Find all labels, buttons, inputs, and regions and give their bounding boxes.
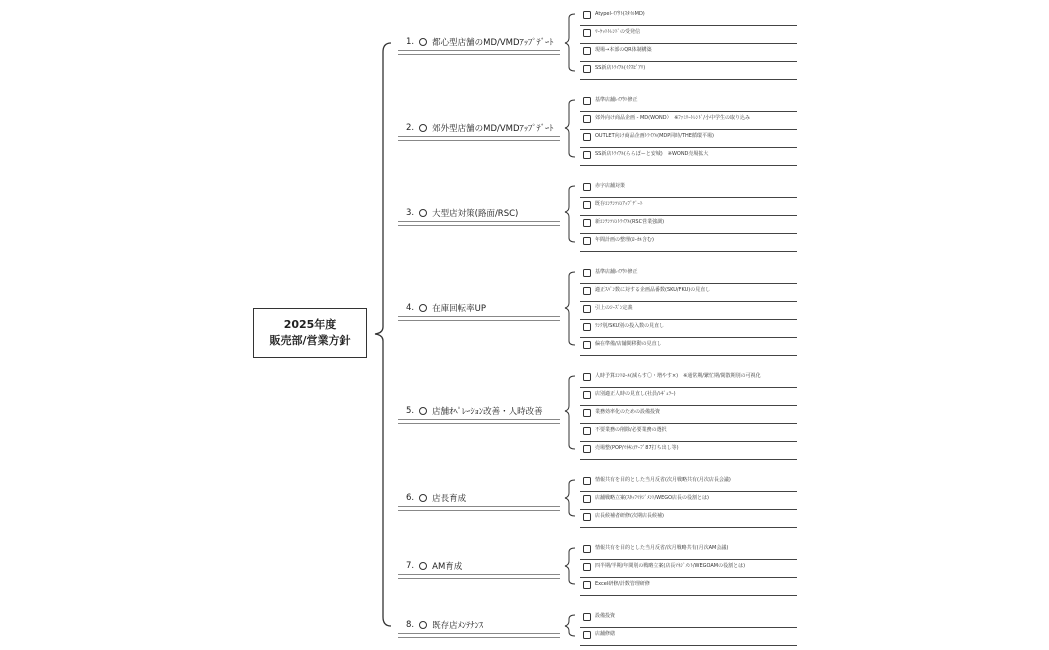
category-8 <box>398 619 560 641</box>
list-item <box>580 578 797 596</box>
list-item <box>580 424 797 442</box>
list-item <box>580 8 797 26</box>
double-rule <box>398 136 560 141</box>
double-rule <box>398 50 560 55</box>
list-item <box>580 44 797 62</box>
checkbox-icon[interactable] <box>583 513 591 521</box>
item-text: Atypel-ｲｱｳﾄ(ｽﾀｲﾙMD) <box>595 11 645 17</box>
list-item <box>580 628 797 646</box>
item-text: 情報共有を目的とした当月反省(次月戦略共有(月次店長会議) <box>595 477 731 483</box>
item-text: ﾏｰｹｯﾄﾄﾚﾝﾄﾞの受発信 <box>595 29 641 35</box>
checkbox-icon[interactable] <box>583 305 591 313</box>
category-number: 2. <box>406 123 415 133</box>
circle-icon <box>419 562 427 570</box>
list-item <box>580 266 797 284</box>
item-text: 四半期/半期/年間別の戦略立案(店長ﾏﾈｼﾞﾒﾝﾄ/WEGOAMの役割とは) <box>595 563 746 569</box>
item-text: ﾗﾝｸ別/SKU別の投入数の見直し <box>595 323 665 329</box>
category-5 <box>398 405 560 427</box>
double-rule <box>398 633 560 638</box>
list-item <box>580 148 797 166</box>
item-text: 店別適正人時の見直し(社員/ﾚｷﾞｭﾗｰ) <box>595 391 676 397</box>
category-number: 1. <box>406 37 415 47</box>
root-title-year: 2025年度 <box>283 318 337 331</box>
item-text: 人時予算ｺﾝﾄﾛｰﾙ(減らす〇・増やす×) ※通常期/繁忙期/閑散期別の可視化 <box>595 373 761 379</box>
checkbox-icon[interactable] <box>583 151 591 159</box>
item-text: SS新店ﾄﾗｲｱﾙ(ｲｸｽﾋﾟｱﾘ) <box>595 65 646 71</box>
category-title: 既存店ﾒﾝﾃﾅﾝｽ <box>432 621 484 631</box>
item-text: 赤字店舗対策 <box>595 183 626 189</box>
category-7 <box>398 560 560 582</box>
list-item <box>580 130 797 148</box>
checkbox-icon[interactable] <box>583 97 591 105</box>
double-rule <box>398 506 560 511</box>
item-text: OUTLET向け商品企画ﾄﾗｲｱﾙ(MDP同時/THE循環平場) <box>595 133 714 139</box>
category-3 <box>398 207 560 229</box>
category-number: 6. <box>406 493 415 503</box>
checkbox-icon[interactable] <box>583 495 591 503</box>
category-title: 都心型店舗のMD/VMDｱｯﾌﾟﾃﾞｰﾄ <box>432 38 554 48</box>
item-text: 現場→本部のQR体制構築 <box>595 47 652 53</box>
item-text: 年間計画の整理(ﾛｰｶﾙ含む) <box>595 237 654 243</box>
checkbox-icon[interactable] <box>583 445 591 453</box>
checkbox-icon[interactable] <box>583 427 591 435</box>
item-text: 店舗修繕 <box>595 631 616 637</box>
list-item <box>580 216 797 234</box>
item-text: 適正ｽﾊﾟﾝ数に対する企画品番数(SKU/FKU)の見直し <box>595 287 711 293</box>
root-node <box>253 308 367 358</box>
circle-icon <box>419 38 427 46</box>
circle-icon <box>419 124 427 132</box>
category-title: 大型店対策(路面/RSC) <box>432 209 519 219</box>
category-number: 5. <box>406 406 415 416</box>
list-item <box>580 510 797 528</box>
list-item <box>580 26 797 44</box>
checkbox-icon[interactable] <box>583 29 591 37</box>
circle-icon <box>419 304 427 312</box>
circle-icon <box>419 494 427 502</box>
category-6 <box>398 492 560 514</box>
list-item <box>580 388 797 406</box>
list-item <box>580 542 797 560</box>
checkbox-icon[interactable] <box>583 183 591 191</box>
category-number: 3. <box>406 208 415 218</box>
checkbox-icon[interactable] <box>583 133 591 141</box>
category-title: 店長育成 <box>432 494 467 504</box>
item-text: 偏在準備/店舗間移動の見直し <box>595 341 662 347</box>
checkbox-icon[interactable] <box>583 323 591 331</box>
list-item <box>580 198 797 216</box>
list-item <box>580 338 797 356</box>
checkbox-icon[interactable] <box>583 409 591 417</box>
list-item <box>580 560 797 578</box>
item-text: 新ｺﾝﾃﾝﾂのﾄﾗｲｱﾙ(RSC営業強調) <box>595 219 665 225</box>
list-item <box>580 94 797 112</box>
item-text: 既存ｺﾝﾃﾝﾂのｱｯﾌﾟﾃﾞｰﾄ <box>595 201 643 207</box>
checkbox-icon[interactable] <box>583 269 591 277</box>
item-text: 店長候補者研修(次期店長候補) <box>595 513 664 519</box>
list-item <box>580 180 797 198</box>
list-item <box>580 474 797 492</box>
checkbox-icon[interactable] <box>583 613 591 621</box>
item-text: 情報共有を目的とした当月反省/次月戦略共有(月次AM会議) <box>595 545 729 551</box>
item-text: SS新店ﾄﾗｲｱﾙ(ららぽーと安城) ※WOND売場拡大 <box>595 151 709 157</box>
category-title: 店舗ｵﾍﾟﾚｰｼｮﾝ改善・人時改善 <box>432 407 543 417</box>
checkbox-icon[interactable] <box>583 115 591 123</box>
list-item <box>580 62 797 80</box>
double-rule <box>398 316 560 321</box>
category-number: 4. <box>406 303 415 313</box>
list-item <box>580 370 797 388</box>
checkbox-icon[interactable] <box>583 391 591 399</box>
list-item <box>580 610 797 628</box>
double-rule <box>398 221 560 226</box>
category-number: 8. <box>406 620 415 630</box>
checkbox-icon[interactable] <box>583 631 591 639</box>
list-item <box>580 112 797 130</box>
item-text: 売場整(POP/ﾏﾈｷﾝ/ﾃｰﾌﾟ87打ち出し等) <box>595 445 679 451</box>
list-item <box>580 406 797 424</box>
checkbox-icon[interactable] <box>583 477 591 485</box>
category-title: 在庫回転率UP <box>432 304 486 314</box>
category-4 <box>398 302 560 324</box>
list-item <box>580 284 797 302</box>
list-item <box>580 492 797 510</box>
double-rule <box>398 419 560 424</box>
item-text: Excel研修/計数管理研修 <box>595 581 650 587</box>
item-text: 基準店舗ﾚｲｱｳﾄ修正 <box>595 97 638 103</box>
checkbox-icon[interactable] <box>583 201 591 209</box>
list-item <box>580 442 797 460</box>
category-title: AM育成 <box>432 562 463 572</box>
circle-icon <box>419 407 427 415</box>
item-text: 業務効率化のための設備投資 <box>595 409 661 415</box>
category-number: 7. <box>406 561 415 571</box>
checkbox-icon[interactable] <box>583 563 591 571</box>
checkbox-icon[interactable] <box>583 11 591 19</box>
circle-icon <box>419 209 427 217</box>
item-text: 不要業務の削除/必要業務の選択 <box>595 427 667 433</box>
checkbox-icon[interactable] <box>583 373 591 381</box>
item-text: 郊外向け商品企画 - MD(WOND） ※ﾌｧﾐﾘｰﾄﾚﾝﾄﾞ/小中学生の取り込み <box>595 115 750 121</box>
checkbox-icon[interactable] <box>583 65 591 73</box>
item-text: 店舗戦略立案(ｽﾀｯﾌﾏﾈｼﾞﾒﾝﾄ/WEGO店長の役割とは) <box>595 495 710 501</box>
category-1 <box>398 36 560 58</box>
item-text: 設備投資 <box>595 613 616 619</box>
category-2 <box>398 122 560 144</box>
checkbox-icon[interactable] <box>583 47 591 55</box>
checkbox-icon[interactable] <box>583 219 591 227</box>
circle-icon <box>419 621 427 629</box>
list-item <box>580 234 797 252</box>
checkbox-icon[interactable] <box>583 581 591 589</box>
checkbox-icon[interactable] <box>583 341 591 349</box>
root-title-dept: 販売部/営業方針 <box>269 334 351 347</box>
item-text: 基準店舗ﾚｲｱｳﾄ修正 <box>595 269 638 275</box>
item-text: 引上のｼｰｽﾞﾝ定義 <box>595 305 633 311</box>
checkbox-icon[interactable] <box>583 287 591 295</box>
list-item <box>580 302 797 320</box>
checkbox-icon[interactable] <box>583 545 591 553</box>
list-item <box>580 320 797 338</box>
checkbox-icon[interactable] <box>583 237 591 245</box>
double-rule <box>398 574 560 579</box>
category-title: 郊外型店舗のMD/VMDｱｯﾌﾟﾃﾞｰﾄ <box>432 124 554 134</box>
